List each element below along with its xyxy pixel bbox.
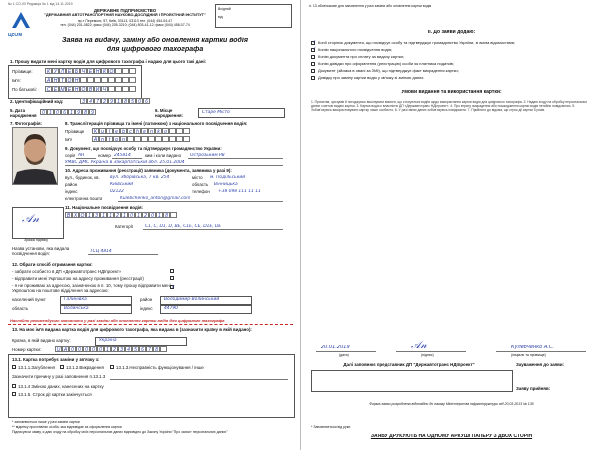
char-cell [169,136,176,142]
birthplace-label: 6. Місце народження: [155,108,184,118]
sign-signature[interactable]: 𝒜𝓃 [411,340,427,351]
street-value[interactable]: вул. Зборівська, 7 кв. 254 [110,175,170,180]
char-cell: 1 [104,346,111,352]
forms-note: Форма заяви розроблена відповідно до наказу Міністерства інфраструктури від 20.03.2013 № 135 [369,402,534,406]
char-cell: l [106,128,113,134]
char-cell: 0 [69,346,76,352]
sign-name-line [496,351,586,352]
warning-text: Настійно рекомендуємо заповнити у разі заміни або оновлення картки водія для цифрового тахографа [10,318,225,323]
char-cell [129,68,136,74]
char-cell: 1 [107,212,114,218]
delivery-label: 12. Обрати спосіб отримання картки: [12,262,93,267]
number-value[interactable]: 245814 [114,153,131,158]
char-cell: 1 [121,212,128,218]
char-cell: С [46,87,51,93]
char-cell: 0 [90,346,97,352]
char-cell: 8 [163,212,170,218]
d12-index-label: індекс [140,306,153,311]
char-cell: 8 [82,109,89,115]
photo-label: 7. Фотографія: [10,121,43,126]
char-cell [129,77,136,83]
char-cell: A [93,137,98,143]
address-label: 10. Адреса проживання (реєстрації) заявника (документа, заявника у разі 9): [65,168,232,173]
sign-caption-date: (дата) [339,353,349,357]
char-cell: o [113,136,120,142]
locality-label: населений пункт [12,297,46,302]
delivery-opt1: - забрати особисто в ДП «Державтотранс НДІпроект» [12,269,122,274]
char-cell: o [162,128,169,134]
char-cell: b [120,128,127,134]
reason2-checkbox[interactable] [60,365,64,369]
char-cell: 2 [111,346,118,352]
org-line1: ДЕРЖАВНЕ ПІДПРИЄМСТВО [93,8,157,13]
district-label: район [65,182,78,187]
official-box[interactable] [311,370,513,392]
reason4-line [110,379,288,380]
char-cell: c [127,128,134,134]
footnote2: ** відмітку проставляє особа, яка відповідає за оформлення картки [12,425,122,429]
char-cell: В [88,87,93,93]
char-cell [169,128,176,134]
doc-item-label: Документ (зйомка в овалі за ЗМІ), що підтверджує факт викрадення картки; [318,68,459,73]
sign-date-line [316,351,376,352]
city-value[interactable]: м. Подільський [210,175,246,180]
birthdate-label: 5. Дата народження [10,108,37,118]
delivery-opt1-checkbox[interactable] [170,269,174,273]
char-cell: 1 [68,109,75,115]
delivery-opt3-checkbox[interactable]: ✓ [171,283,176,290]
index-label: індекс [65,189,78,194]
d12-region-label: область [12,306,29,311]
char-cell: 5 [129,98,136,104]
char-cell: 9 [108,98,115,104]
region-value[interactable]: Вінницька [214,182,238,187]
char-cell: h [134,128,141,134]
number-line [112,158,142,159]
char-cell: В [66,213,71,219]
char-cell: 7 [94,98,101,104]
char-cell: О [109,69,114,75]
delivery-opt2: - відправити мені Укрпоштою на адресу проживання (реєстрації) [12,276,144,281]
title-line2: для цифрового тахографа [106,46,204,53]
license-issuer-label: Назва установи, яка видала посвідчення водія: [12,246,70,256]
char-cell: 7 [146,346,153,352]
footnote3: Підписуючи заяву, я даю згоду на обробку моїх персональних даних відповідно до Закону України "Про захист персональних даних" [12,430,228,434]
char-cell [134,136,141,142]
char-cell: 0 [54,109,61,115]
sign-signature-line [396,351,466,352]
char-cell: И [95,87,100,93]
license-issuer-value[interactable]: ТСЦ 4814 [90,249,112,254]
sign-date[interactable]: 20.01.2019 [321,345,350,350]
char-cell: 4 [87,98,94,104]
char-cell: 0 [128,212,135,218]
conditions-heading: Умови видання та використання картки: [401,90,502,95]
char-cell [122,77,129,83]
stamp-date: від [218,15,223,19]
translit-label: 8. Транслітерація прізвища та імені (латинкою) з національного посвідчення водія: [65,121,248,126]
reason5-checkbox[interactable] [12,384,16,388]
right-page [301,0,600,450]
char-cell: 9 [75,109,82,115]
street-label: вул., будинок, кв. [65,175,100,180]
char-cell: 1 [100,212,107,218]
phone-label: телефон [192,189,210,194]
char-cell [148,136,155,142]
reason3-checkbox[interactable] [110,365,114,369]
reason1-checkbox[interactable] [12,365,16,369]
issued-value[interactable]: Острозьким РВ [190,153,225,158]
id-doc-label: 9. Документ, що посвідчує особу та підтверджує громадянство України: [65,146,222,151]
char-cell: Е [67,69,72,75]
char-cell [108,86,115,92]
doc-item-checkbox[interactable] [311,69,315,73]
char-cell: Х [73,213,78,219]
char-cell [101,77,108,83]
char-cell: У [53,69,58,75]
char-cell: 0 [149,212,156,218]
char-cell: A [63,347,68,353]
issued-value2[interactable]: УМВС ДМС Україна в Закарпатській обл. 25.01.2004 [65,160,185,165]
doc-item [311,68,591,74]
char-cell: Н [95,69,100,75]
char-cell: А [46,78,51,84]
card-issued-label: 13. На моє ім'я видана картка водія для цифрового тахографа, яка видана в (зазначити країну в якій видано): [12,327,252,332]
signature-label: Зразок підпису [24,238,49,242]
name-label: Ім'я: [12,78,21,83]
doc-item-checkbox[interactable]: ✓ [312,39,317,45]
char-cell [176,128,183,134]
char-cell [183,128,190,134]
series-value[interactable]: АН [78,153,85,158]
series-label: серія [65,153,76,158]
reason3: 13.1.3.Несправність функціонування / Інше [116,365,204,370]
reason6-checkbox[interactable] [12,392,16,396]
char-cell: t [106,136,113,142]
char-cell: Ч [102,87,107,93]
doc-item [311,61,591,67]
char-cell [127,136,134,142]
char-cell [122,68,129,74]
warning-dashline [8,324,293,325]
char-cell: 2 [142,212,149,218]
char-cell [183,136,190,142]
index-value[interactable]: 02122 [110,189,124,194]
translit-surname-label: Прізвище [65,129,85,134]
applicant-photo [12,127,58,185]
char-cell [170,212,177,218]
char-cell: U [56,347,61,353]
char-cell [80,77,87,83]
char-cell: 2 [101,98,108,104]
email-value[interactable]: Kulebchenko_anton@gmail.com [120,196,191,201]
char-cell [108,77,115,83]
issued-line [188,158,283,159]
country-label: Країна, в якій видано картку: [12,338,71,343]
char-cell: 1 [156,212,163,218]
email-line [118,201,283,202]
country-value: Україна [99,338,117,343]
id-code-label: 2. Ідентифікаційний код: [10,99,64,104]
char-cell [115,77,122,83]
translit-name-label: Ім'я [65,137,73,142]
official-heading: Далі заповнює представник ДП "Державтотранс НДІпроект" [343,362,475,367]
received-label: Заяву прийняв: [516,386,551,391]
doc-item-label: Копію документа про сплату за видачу картки; [318,54,405,59]
char-cell: 0 [136,98,143,104]
d12-district-value: Володимир-Волинський [164,297,220,302]
doc-item-label: Копії сторінок документа, що посвідчує особу та підтверджує громадянство України, зі всіма відомостями; [318,40,516,45]
char-cell [162,136,169,142]
license-label: 11. Національне посвідчення водія: [65,205,143,210]
title-line1: Заява на видачу, заміну або оновлення картки водія [62,37,248,44]
d12-district-label: район [140,297,153,302]
delivery-opt3: - я не проживаю за адресою, зазначеною в п. 10, тому прошу відправити мені Укрпоштою на поштове відділення за адресою: [12,283,171,293]
char-cell: О [67,78,72,84]
char-cell: n [148,128,155,134]
section1-heading: 1. Прошу видати мені картку водія для цифрового тахографа і надаю для цього такі дані: [10,59,207,64]
char-cell: Е [67,87,72,93]
char-cell: 0 [76,346,83,352]
char-cell: 1 [86,212,93,218]
char-cell: 2 [114,212,121,218]
char-cell [94,77,101,83]
char-cell: 0 [83,346,90,352]
category-value[interactable]: C1, C, D1, D, BE, C1E, CE, D1E, DE [145,224,222,229]
stamp-label: Вхідний [218,7,231,11]
doc-item-label: Копію національного посвідчення водія; [318,47,393,52]
char-cell: О [81,87,86,93]
org-line2: "ДЕРЖАВНИЙ АВТОТРАНСПОРТНИЙ НАУКОВО-ДОСЛІДНИЙ І ПРОЕКТНИЙ ІНСТИТУТ" [44,13,206,17]
char-cell: e [113,128,120,134]
org-address: пр-т Перемоги, 57, Київ, 03113, 03113 тел. (044) 454-04-47 [77,19,173,23]
char-cell: 6 [61,109,68,115]
doc-item-label: Копію довідки про оформлення (реєстрацію) особи як платника податків; [318,61,454,66]
doc-item-checkbox[interactable] [311,76,315,80]
signature-sample: 𝒜𝓃 [22,212,40,225]
char-cell: 1 [115,98,122,104]
locality-value: Галинівка [64,297,87,302]
char-cell: Е [53,87,58,93]
char-cell: Л [60,69,65,75]
char-cell: 6 [143,98,150,104]
logo-short: ЦсОм [8,33,23,38]
sign-caption-name: (ініціали та прізвище) [511,353,546,357]
char-cell: 6 [139,346,146,352]
accepted-label: Зауваження до заяви: [516,362,564,367]
d12-index-value: 44790 [164,306,178,311]
doc-item-checkbox[interactable] [311,62,315,66]
doc-item-label: Довідку про заміну картки водія у зв'язку зі зміною даних. [318,75,425,80]
right-footnote: * Заповнюється від руки [311,425,351,429]
reason5: 13.1.4 Зміною даних, нанесених на картку [18,384,104,389]
char-cell: К [101,68,108,74]
surname-label: Прізвище: [12,69,33,74]
docs-heading: II. До заяви додаю: [427,30,476,35]
char-cell [141,136,148,142]
delivery-opt2-checkbox[interactable] [170,276,174,280]
char-cell: Н [53,78,58,84]
char-cell: О [80,213,85,219]
char-cell [155,136,162,142]
char-cell: K [93,129,98,135]
char-cell: 3 [118,346,125,352]
char-cell [115,68,122,74]
char-cell: 4 [125,346,132,352]
category-line [143,229,283,230]
char-cell: 1 [135,212,142,218]
top-note: п. 13 обов'язкове для заповнення у разі заміни або оновлення картки водія [309,4,432,8]
conditions-text: 1. Прочитав, зрозумів й погоджуюсь виконувати вимоги, що стосуються водіїв щодо використання картки водія для цифрового тахографа. 2. Надаю згоду на обробку персональних даних з метою видачі картки. 3. Картка водія є власністю ДП «Державтотранс НДІпроект». 4. Про втрату, викрадення або пошкодження картки водія негайно повідомляю. 5. Зобов'язуюсь використовувати картку лише особисто. 6. У разі зміни даних зобов'язуюсь повідомити. 7. Прийнято до відома, що строк дії картки 5 років. [311,100,587,112]
char-cell: Е [88,69,93,75]
char-cell: 5 [132,346,139,352]
email-label: електронна пошта [65,196,103,201]
char-cell: 9 [89,109,96,115]
char-cell: Б [74,69,79,75]
reason1: 13.1.1.Загублення [18,365,55,370]
char-cell: n [120,136,127,142]
footnote1: * заповнюється лише у разі заміни картки [12,420,80,424]
series-line [76,158,96,159]
char-cell [115,86,122,92]
doc-item [311,47,591,53]
char-cell: 3 [93,212,100,218]
sign-name[interactable]: Кулебченко А.С. [511,345,554,350]
org-contacts: тел. (044) 201-0822; факс (044) 205-3210; (044) 803-41-12; факс (044) 458-07-74 [60,23,190,27]
reason6: 13.1.5. Строк дії картки закінчується [18,392,92,397]
char-cell: М [60,87,65,93]
city-label: місто [192,175,203,180]
category-label: Категорії [115,224,133,229]
d12-region-value: Волинська [64,306,89,311]
char-cell: 1 [47,109,54,115]
district-value[interactable]: Київський [110,182,134,187]
doc-item [311,40,591,46]
reason4: Зазначити причину у разі заповнення п.13.1.3 [12,374,106,379]
form-code: № 1 СО-03 Редакція № 1 від 14.11.2019 [8,2,73,6]
logo-icon [8,8,34,34]
char-cell: Ч [81,69,86,75]
doc-item-checkbox[interactable]: ✓ [312,46,317,52]
patronymic-label: По батькові: [12,87,37,92]
char-cell: 3 [80,98,87,104]
char-cell: n [99,136,106,142]
char-cell [122,86,129,92]
char-cell: e [141,128,148,134]
char-cell [129,86,136,92]
char-cell: u [99,128,106,134]
char-cell [176,136,183,142]
doc-item-checkbox[interactable] [311,55,315,59]
doc-item [311,54,591,60]
license-issuer-line [88,254,158,255]
sign-caption-signature: (підпис) [421,353,434,357]
issued-label: ким і коли видано [145,153,182,158]
phone-value[interactable]: +38 098 111 11 11 [218,189,261,194]
birthplace-value: Старе Місто [202,110,230,115]
doc-item [311,75,591,81]
char-cell: 8 [122,98,129,104]
issued-line2 [65,165,283,166]
char-cell: Н [74,78,79,84]
reason-label: 13.1. Картка потребує заміни у зв'язку з: [12,357,100,362]
char-cell: К [45,68,52,74]
bottom-note: ЗАЯВУ ДРУКУЮТЬ НА ОДНОМУ АРКУШІ ПАПЕРУ З ДВОХ СТОРІН [370,434,533,439]
char-cell: Т [60,78,65,84]
region-label: область [192,182,209,187]
char-cell: k [155,128,162,134]
char-cell: Н [74,87,79,93]
number-label: номер [98,153,111,158]
reason2: 13.1.2.Викрадення [66,365,104,370]
card-number-label: Номер картки: [12,347,42,352]
char-cell: 0 [40,109,47,115]
char-cell [87,77,94,83]
char-cell: 8 [153,346,160,352]
char-cell: 0 [97,346,104,352]
char-cell [160,346,167,352]
